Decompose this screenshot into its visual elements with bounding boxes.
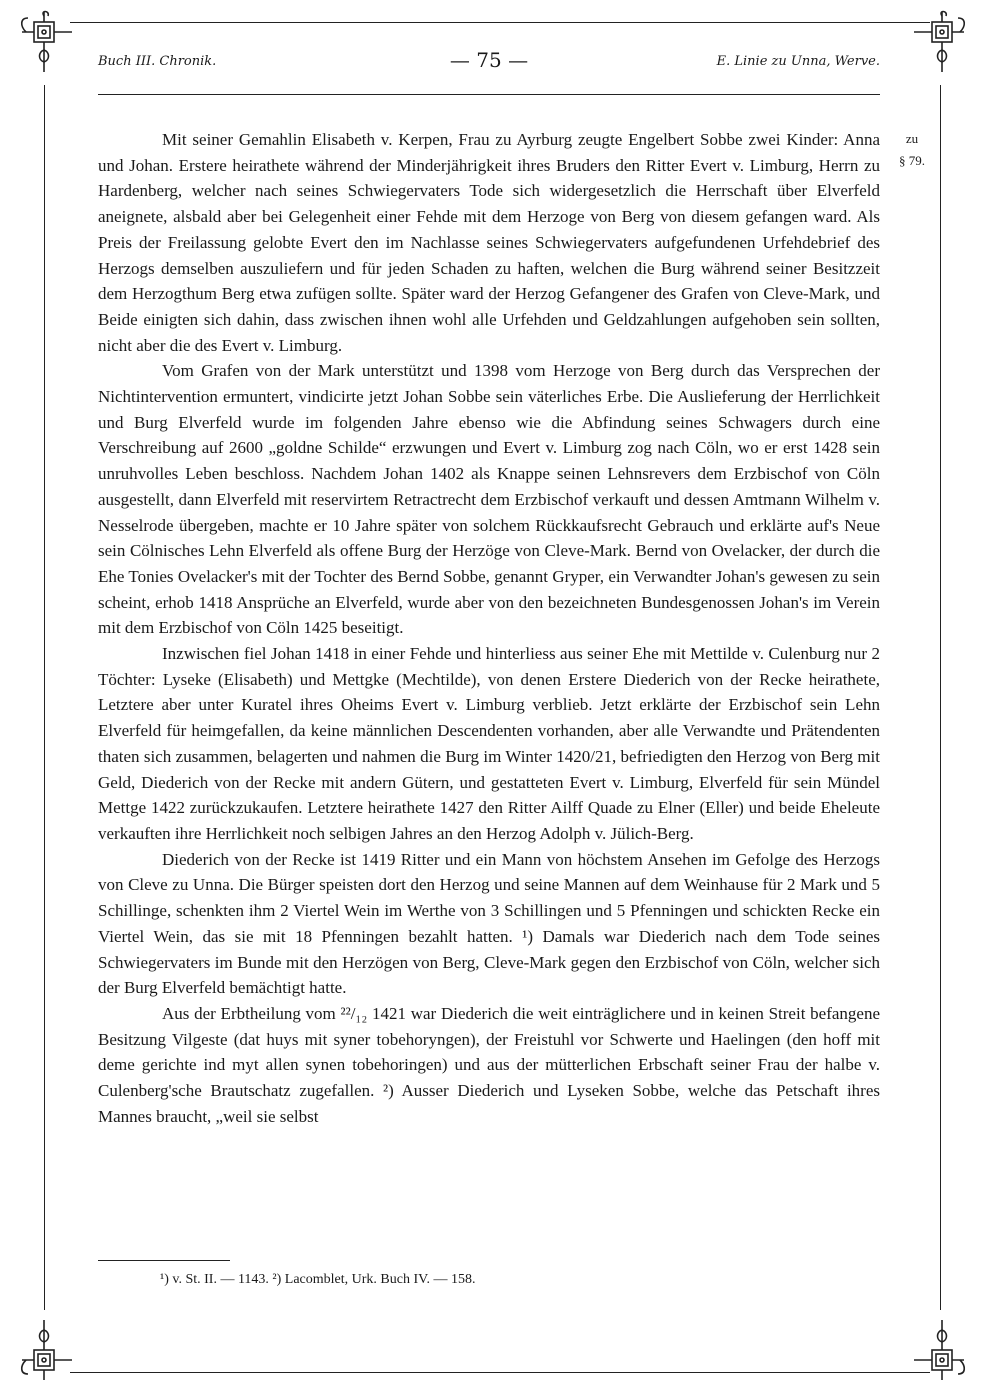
frame-right-line [940, 85, 941, 1310]
header-rule [98, 94, 880, 95]
ornament-top-left-icon [12, 10, 76, 74]
margin-note-line-1: zu [905, 131, 919, 146]
margin-note-line-2: § 79. [899, 153, 925, 168]
frame-left-line [44, 85, 45, 1310]
footnotes: ¹) v. St. II. — 1143. ²) Lacomblet, Urk. Buch IV. — 158. [160, 1272, 476, 1287]
ornament-top-right-icon [910, 10, 974, 74]
frame-bottom-line [70, 1372, 930, 1373]
margin-note [887, 128, 937, 172]
paragraph: Diederich von der Recke ist 1419 Ritter und ein Mann von höchstem Ansehen im Gefolge des Herzogs von Cleve zu Unna. Die Bürger speisten dort den Herzog und seine Mannen auf dem Weinhause für 2 Mark und 5 Schillinge, schenkten ihm 2 Viertel Wein im Werthe von 3 Schillingen und 5 Pfenningen und schickten Recke ein Viertel Wein, das sie mit 18 Pfenningen bezahlt hatten. ¹) Damals war Diederich nach dem Tode seines Schwiegervaters im Bunde mit den Herzögen von Berg, Cleve-Mark gegen den Erzbischof von Cöln, welcher sich der Burg Elverfeld bemächtigt hatte. [98, 849, 880, 998]
footnote-rule [98, 1260, 230, 1261]
header-right: E. Linie zu Unna, Werve. [716, 54, 880, 69]
paragraph: Vom Grafen von der Mark unterstützt und 1398 vom Herzoge von Berg durch das Versprechen der Nichtintervention ermuntert, vindicirte jetzt Johan Sobbe sein väterliches Erbe. Die Auslieferung der Herrlichkeit und Burg Elverfeld wurde im folgenden Jahre ebenso wie die Abfindung seines Schwagers durch eine Verschreibung auf 2600 „goldne Schilde“ erzwungen und Evert v. Limburg zog nach Cöln, wo er erst 1428 sein unruhvolles Leben beschloss. Nachdem Johan 1402 als Knappe seinen Lehnsrevers dem Erzbischof von Cöln ausgestellt, dann Elverfeld mit reservirtem Retractrecht dem Erzbischof verkauft und dessen Amtmann Wilhelm v. Nesselrode übergeben, machte er 10 Jahre später von solchem Rückkaufsrecht Gebrauch und erklärte auf's Neue sein Cölnisches Lehn Elverfeld als offene Burg der Herzöge von Cleve-Mark. Bernd von Ovelacker, der durch die Ehe Tonies Ovelacker's mit der Tochter des Bernd Sobbe, genannt Gryper, ein Verwandter Johan's gewesen zu sein scheint, erhob 1418 Ansprüche an Elverfeld, wurde aber von den bezeichneten Bundesgenossen Johan's im Verein mit dem Erzbischof von Cöln 1425 beseitigt. [98, 361, 880, 638]
body-text [98, 127, 880, 1129]
frame-top-line [70, 22, 930, 23]
ornament-bottom-right-icon [910, 1318, 974, 1382]
running-header [98, 48, 880, 78]
header-left: Buch III. Chronik. [98, 54, 217, 69]
page-number: — 75 — [449, 48, 529, 72]
paragraph: Aus der Erbtheilung vom ²²/₁₂ 1421 war Diederich die weit einträglichere und in keinen Streit befangene Besitzung Vilgeste (dat huys mit syner tobehoryngen), der Freistuhl vor Schwerte und Haelingen (den hoff mit deme gerichte ind myt allen synen tobehoringen) und aus der mütterlichen Erbschaft seiner Frau der halbe v. Culenberg'sche Brautschatz zugefallen. ²) Ausser Diederich und Lyseken Sobbe, welche das Petschaft ihres Mannes braucht, „weil sie selbst [98, 1003, 880, 1126]
paragraph: Mit seiner Gemahlin Elisabeth v. Kerpen, Frau zu Ayrburg zeugte Engelbert Sobbe zwei Kinder: Anna und Johan. Erstere heirathete während der Minderjährigkeit ihres Bruders den Ritter Evert v. Limburg, Herrn zu Hardenberg, welcher nach seines Schwiegervaters Tode sich widergesetzlich die Herrschaft über Elverfeld aneignete, alsbald aber bei Gelegenheit einer Fehde mit dem Herzoge von Berg von diesem gefangen ward. Als Preis der Freilassung gelobte Evert den im Nachlasse seines Schwiegervaters aufgefundenen Urfehdebrief des Herzogs demselben auszuliefern und für jeden Schaden zu haften, welchen die Burg während seiner Besitzzeit dem Herzogthum Berg etwa zufügen sollte. Später ward der Herzog Gefangener des Grafen von Cleve-Mark, und Beide einigten sich dahin, dass zwischen ihnen wohl alle Urfehden und Geldzahlungen aufgehoben sein sollten, nicht aber die des Evert v. Limburg. [98, 130, 880, 355]
paragraph: Inzwischen fiel Johan 1418 in einer Fehde und hinterliess aus seiner Ehe mit Mettilde v. Culenburg nur 2 Töchter: Lyseke (Elisabeth) und Mettgke (Mechtilde), von denen Erstere Diederich von der Recke heirathete, Letztere aber unter Kuratel ihres Oheims Evert v. Limburg verblieb. Jetzt erklärte der Erzbischof sein Lehn Elverfeld für heimgefallen, da keine männlichen Descendenten vorhanden, aber alle Verwandte und Prätendenten thaten sich zusammen, belagerten und nahmen die Burg im Winter 1420/21, befriedigten den Herzog von Berg mit Geld, Diederich von der Recke mit andern Gütern, und gestatteten Evert v. Limburg, Elverfeld für sein Mündel Mettge 1422 zurückzukaufen. Letztere heirathete 1427 den Ritter Ailff Quade zu Elner (Eller) und beide Eheleute verkauften ihre Herrlichkeit noch selbigen Jahres an den Herzog Adolph v. Jülich-Berg. [98, 644, 880, 843]
ornament-bottom-left-icon [12, 1318, 76, 1382]
